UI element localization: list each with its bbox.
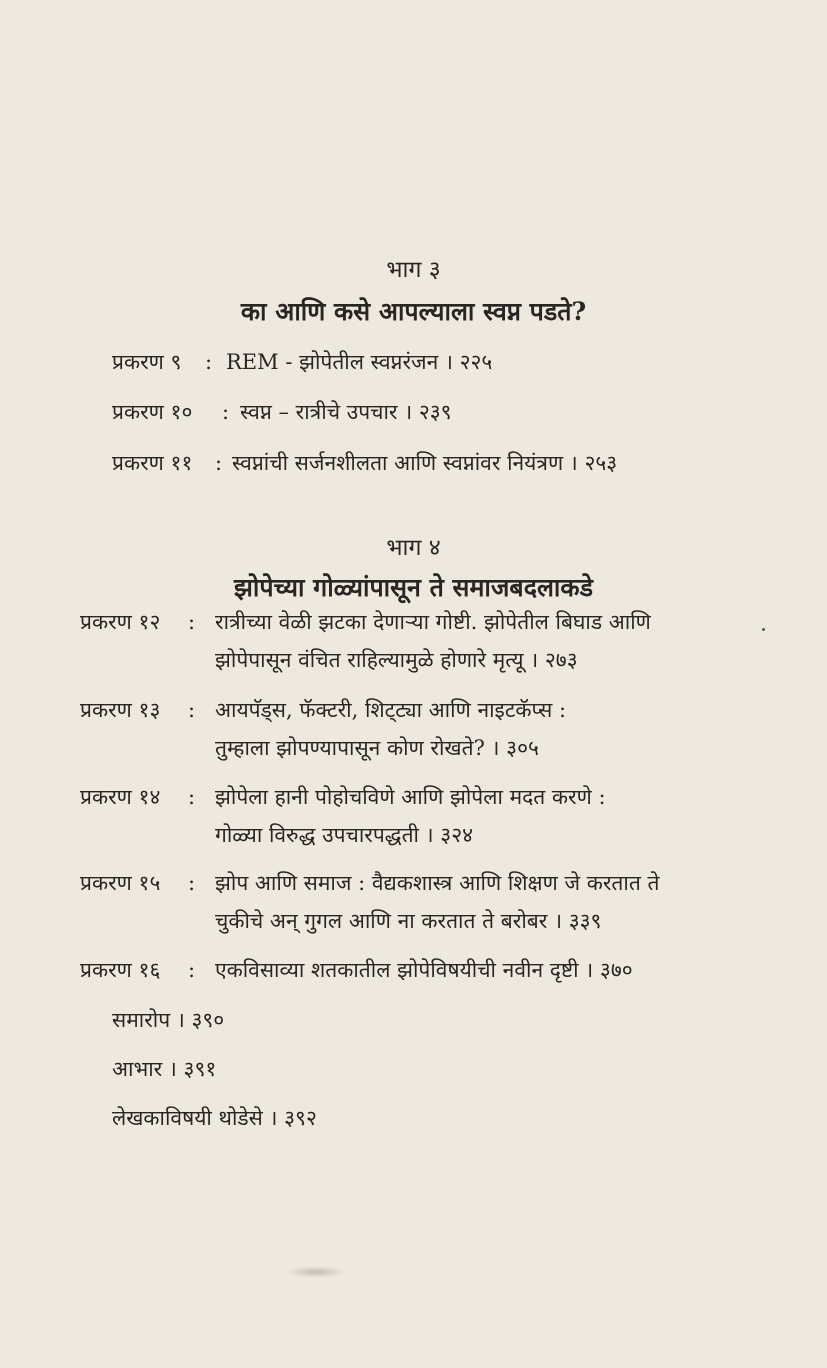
chapter-13-title-line1: आयपॅड्स, फॅक्टरी, शिट्‌ट्या आणि नाइटकॅप्स : <box>215 698 567 722</box>
chapter-9-label: प्रकरण ९ <box>112 350 182 374</box>
part-3-number: भाग ३ <box>386 257 441 283</box>
toc-entry-about-author[interactable]: लेखकाविषयी थोडेसे । ३९२ <box>112 1106 317 1130</box>
chapter-15-label: प्रकरण १५ <box>80 871 161 895</box>
chapter-12-title-line1: रात्रीच्या वेळी झटका देणाऱ्या गोष्टी. झोपेतील बिघाड आणि <box>215 610 651 634</box>
toc-entry-conclusion[interactable]: समारोप । ३९० <box>112 1008 225 1032</box>
part-3-title: का आणि कसे आपल्याला स्वप्न पडते? <box>240 297 587 326</box>
paper-smudge-mark <box>286 1266 346 1278</box>
chapter-16-colon: : <box>188 958 196 982</box>
toc-entry-acknowledgements[interactable]: आभार । ३९१ <box>112 1057 217 1081</box>
chapter-9-colon: : <box>205 350 213 374</box>
chapter-13-label: प्रकरण १३ <box>80 698 161 722</box>
chapter-10-label: प्रकरण १० <box>112 400 193 424</box>
chapter-15-title-line1: झोप आणि समाज : वैद्यकशास्त्र आणि शिक्षण जे करतात ते <box>215 871 660 895</box>
chapter-14-title-line2: गोळ्या विरुद्ध उपचारपद्धती । ३२४ <box>215 823 474 847</box>
chapter-14-colon: : <box>188 785 196 809</box>
chapter-12-label: प्रकरण १२ <box>80 610 161 634</box>
chapter-15-colon: : <box>188 871 196 895</box>
chapter-14-label: प्रकरण १४ <box>80 785 161 809</box>
chapter-16-label: प्रकरण १६ <box>80 958 161 982</box>
chapter-12-colon: : <box>188 610 196 634</box>
margin-dot-mark <box>762 628 765 631</box>
chapter-13-colon: : <box>188 698 196 722</box>
chapter-16-title: एकविसाव्या शतकातील झोपेविषयीची नवीन दृष्टी । ३७० <box>215 958 633 982</box>
chapter-11-title: स्वप्नांची सर्जनशीलता आणि स्वप्नांवर नियंत्रण । २५३ <box>232 451 618 475</box>
chapter-9-title: REM - झोपेतील स्वप्नरंजन । २२५ <box>226 350 493 374</box>
chapter-14-title-line1: झोपेला हानी पोहोचविणे आणि झोपेला मदत करणे : <box>215 785 606 809</box>
chapter-13-title-line2: तुम्हाला झोपण्यापासून कोण रोखते? । ३०५ <box>215 736 539 760</box>
chapter-12-title-line2: झोपेपासून वंचित राहिल्यामुळे होणारे मृत्यू । २७३ <box>215 648 578 672</box>
part-4-number: भाग ४ <box>386 535 441 561</box>
part-4-title: झोपेच्या गोळ्यांपासून ते समाजबदलाकडे <box>234 573 593 602</box>
chapter-10-title: स्वप्न – रात्रीचे उपचार । २३९ <box>240 400 452 424</box>
chapter-15-title-line2: चुकीचे अन्‌ गुगल आणि ना करतात ते बरोबर । ३३९ <box>215 909 602 933</box>
chapter-10-colon: : <box>222 400 230 424</box>
chapter-11-colon: : <box>215 451 223 475</box>
chapter-11-label: प्रकरण ११ <box>112 451 193 475</box>
